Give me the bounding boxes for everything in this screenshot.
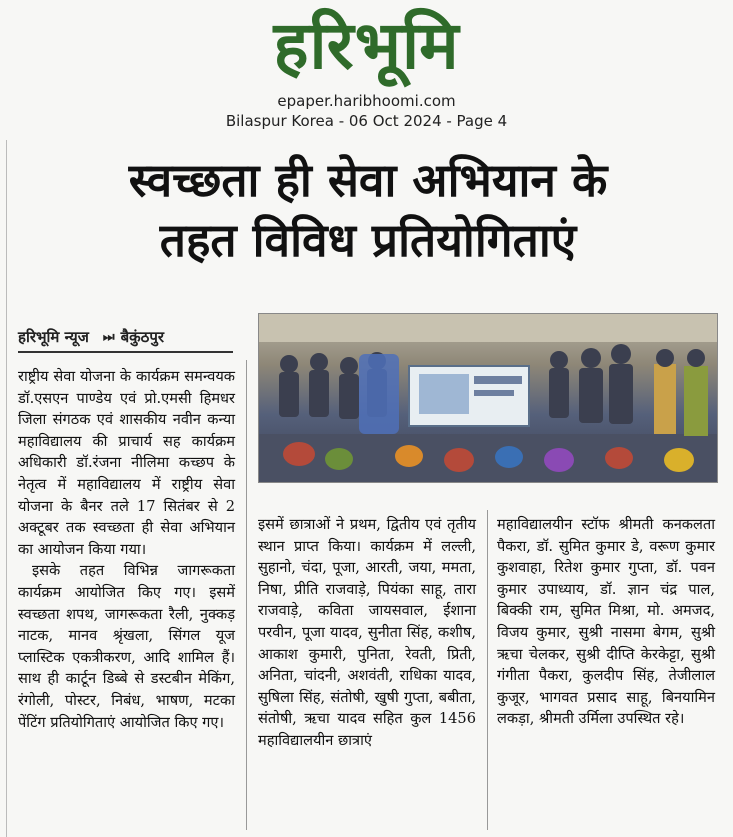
epaper-url[interactable]: epaper.haribhoomi.com	[277, 92, 456, 110]
article-column-2	[258, 514, 476, 752]
headline-line-2: तहत विविध प्रतियोगिताएं	[159, 213, 577, 267]
byline-arrow-icon: ⏭	[102, 329, 115, 345]
group-photo-image	[259, 314, 717, 482]
byline	[18, 323, 233, 353]
column-divider	[487, 510, 488, 830]
article-headline	[18, 150, 718, 270]
article-photo	[258, 313, 718, 483]
masthead	[0, 0, 733, 135]
byline-source: हरिभूमि न्यूज	[18, 328, 89, 346]
article-column-1	[18, 366, 235, 733]
byline-place: बैकुंठपुर	[120, 328, 165, 346]
headline-line-1: स्वच्छता ही सेवा अभियान के	[128, 153, 608, 207]
column-1-paragraph-2: इसके तहत विभिन्न जागरूकता कार्यक्रम आयोजित किए गए। इसमें स्वच्छता शपथ, जागरूकता रैली, नुक्कड़ नाटक, मानव श्रृंखला, सिंगल यूज प्लास्टिक एकत्रीकरण, आदि शामिल हैं। साथ ही कार्टून डिब्बे से डस्टबीन मेकिंग, रंगोली, पोस्टर, निबंध, भाषण, मटका पेंटिंग प्रतियोगिताएं आयोजित किए गए।	[18, 562, 235, 731]
page-edge-line	[6, 140, 7, 837]
column-2-paragraph: इसमें छात्राओं ने प्रथम, द्वितीय एवं तृतीय स्थान प्राप्त किया। कार्यक्रम में लल्ली, सुहानो, चंदा, पूजा, आरती, जया, ममता, निषा, प्रीति राजवाड़े, पियंका साहू, तारा राजवाड़े, कविता जायसवाल, ईशाना परवीन, पूजा यादव, सुनीता सिंह, कशीष, आकाश कुमारी, पुनिता, रेवती, प्रिती, अनिता, चांदनी, अशवंती, राधिका यादव, सुषिला सिंह, संतोषी, खुषी गुप्ता, बबीता, संतोषी, ऋचा यादव सहित कुल 1456 महाविद्यालयीन छात्राएं	[258, 516, 476, 749]
column-1-paragraph-1: राष्ट्रीय सेवा योजना के कार्यक्रम समन्वयक डॉ.एसएन पाण्डेय एवं प्रो.एमसी हिमधर जिला संगठक एवं शासकीय नवीन कन्या महाविद्यालय की प्राचार्य सह कार्यक्रम अधिकारी डॉ.रंजना नीलिमा कच्छप के नेतृत्व में महाविद्यालय में राष्ट्रीय सेवा योजना के बैनर तले 17 सितंबर से 2 अक्टूबर तक स्वच्छता ही सेवा अभियान का आयोजन किया गया।	[18, 368, 235, 558]
column-divider	[246, 360, 247, 830]
column-3-paragraph: महाविद्यालयीन स्टॉफ श्रीमती कनकलता पैकरा, डॉ. सुमित कुमार डे, वरूण कुमार कुशवाहा, रितेश कुमार गुप्ता, डॉ. पवन कुमार उपाध्याय, डॉ. ज्ञान चंद्र पाल, बिक्की राम, सुमित मिश्रा, मो. अमजद, विजय कुमार, सुश्री नासमा बेगम, सुश्री ऋचा चेलकर, सुश्री दीप्ति केरकेट्टा, सुश्री गंगीता पैकरा, कुलदीप सिंह, तेजीलाल कुजूर, भागवत प्रसाद साहू, बिनयामिन लकड़ा, श्रीमती उर्मिला उपस्थित रहे।	[497, 516, 715, 728]
haribhoomi-logo[interactable]: हरिभूमि	[273, 7, 460, 84]
article-column-3	[497, 514, 715, 730]
edition-line: Bilaspur Korea - 06 Oct 2024 - Page 4	[225, 112, 508, 130]
